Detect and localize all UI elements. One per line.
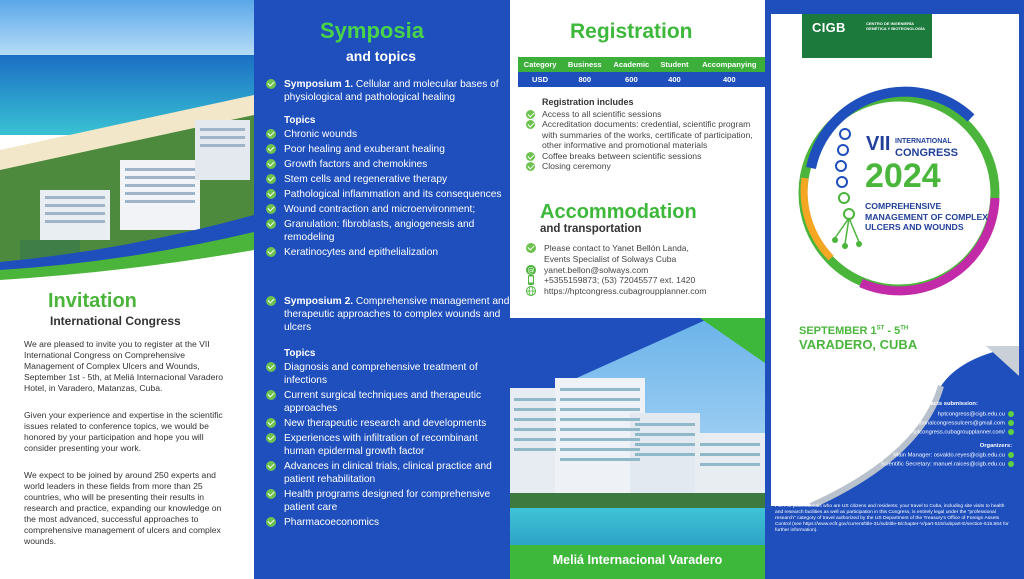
- check-icon: [526, 243, 536, 253]
- email-icon: [526, 265, 536, 275]
- scientific-secretary[interactable]: Scientific Secretary: manuel.raices@cigb.edu.cu: [881, 461, 1014, 468]
- organizers-heading: Organizers:: [979, 443, 1012, 449]
- list-item: Current surgical techniques and therapeutic approaches: [266, 389, 506, 415]
- check-icon: [266, 159, 276, 169]
- contact-person: Please contact to Yanet Bellón Landa, Events Specialist of Solways Cuba: [526, 243, 761, 265]
- table-header: Accompanying: [694, 57, 765, 72]
- check-icon: [266, 489, 276, 499]
- submission-website[interactable]: https://hptcongress.cubagroupplanner.com/: [894, 429, 1014, 436]
- table-cell: 800: [562, 72, 607, 87]
- check-icon: [266, 144, 276, 154]
- hotel-pool-photo: [510, 318, 765, 579]
- symposium-2-label: Symposium 2.: [284, 296, 354, 307]
- submission-email[interactable]: hptcongress@cigb.edu.cu: [938, 411, 1014, 418]
- list-item: Experiences with infiltration of recombinant human epidermal growth factor: [266, 432, 506, 458]
- list-item: Keratinocytes and epithelialization: [266, 246, 506, 259]
- invitation-panel: [0, 0, 254, 579]
- table-header-row: [518, 57, 765, 72]
- symposium-1-label: Symposium 1.: [284, 79, 354, 90]
- dot-icon: [1008, 452, 1014, 458]
- check-icon: [526, 152, 535, 161]
- invitation-paragraph: We expect to be joined by around 250 experts and world leaders in these fields from more than 25 countries, who will be presenting their results in research and practice, expanding our knowledge on the most advanced, successful approaches to comprehensive management of ulcers and complex wounds.: [24, 470, 222, 546]
- table-cell: 400: [694, 72, 765, 87]
- check-icon: [266, 517, 276, 527]
- edition-number: VII: [866, 133, 891, 155]
- check-icon: [266, 433, 276, 443]
- list-item: Granulation: fibroblasts, angiogenesis and remodeling: [266, 218, 506, 244]
- svg-text:@: @: [527, 266, 535, 275]
- accommodation-title: Accommodation: [540, 201, 697, 223]
- symposia-title: Symposia: [320, 18, 424, 43]
- list-item: Wound contraction and microenvironment;: [266, 203, 506, 216]
- cigb-logo-box: [802, 14, 932, 58]
- list-item: Closing ceremony: [526, 161, 758, 171]
- symposium-1-topics: [266, 128, 506, 261]
- symposium-2: [266, 295, 510, 334]
- dot-icon: [1008, 420, 1014, 426]
- check-icon: [526, 110, 535, 119]
- hotel-name-label: Meliá Internacional Varadero: [510, 545, 765, 579]
- table-cell: USD: [518, 72, 562, 87]
- registration-title: Registration: [570, 20, 693, 43]
- topics-heading: Topics: [284, 115, 316, 126]
- congress-location: VARADERO, CUBA: [799, 337, 918, 352]
- table-header: Academic: [607, 57, 655, 72]
- congress-name: COMPREHENSIVE MANAGEMENT OF COMPLEX ULCERS AND WOUNDS: [865, 201, 989, 232]
- dna-helix-icon: [832, 129, 862, 249]
- table-header: Student: [655, 57, 693, 72]
- list-item: Growth factors and chemokines: [266, 158, 506, 171]
- dot-icon: [1008, 411, 1014, 417]
- submission-email-alt[interactable]: internationalcongressulcers@gmail.com: [902, 420, 1014, 427]
- symposium-1-text: Cellular and molecular bases of physiological and pathological healing: [284, 79, 499, 103]
- table-header: Business: [562, 57, 607, 72]
- list-item: Health programs designed for comprehensive patient care: [266, 488, 506, 514]
- check-icon: [266, 247, 276, 257]
- check-icon: [526, 162, 535, 171]
- topics-heading: Topics: [284, 348, 316, 359]
- invitation-subtitle: International Congress: [50, 314, 181, 328]
- travel-note: PS: For professionals who are US citizens and residents: your travel to Cuba, including site visits to health and research facilities as well as participation in this Congress, is entirely legal under the "professional research" category of travel authorized by the US Department of the Treasury's Office of Foreign Assets Control (see https://www.ecfr.gov/current/title-31/subtitle-B/chapter-V/part-515/subpart-E/section-515.564 for further information).: [775, 504, 1009, 533]
- list-item: Chronic wounds: [266, 128, 506, 141]
- dot-icon: [1008, 461, 1014, 467]
- table-header: Category: [518, 57, 562, 72]
- registration-fees-table: [518, 57, 765, 87]
- check-icon: [266, 461, 276, 471]
- list-item: Stem cells and regenerative therapy: [266, 173, 506, 186]
- accommodation-subtitle: and transportation: [540, 223, 642, 235]
- check-icon: [266, 174, 276, 184]
- congress-label: CONGRESS: [895, 147, 958, 159]
- contact-web[interactable]: https://hptcongress.cubagroupplanner.com: [526, 286, 761, 297]
- table-cell: 600: [607, 72, 655, 87]
- cover-panel: [765, 0, 1024, 579]
- phone-icon: [526, 275, 536, 285]
- list-item: Diagnosis and comprehensive treatment of infections: [266, 361, 506, 387]
- check-icon: [266, 204, 276, 214]
- table-cell: 400: [655, 72, 693, 87]
- cigb-logo-caption: CENTRO DE INGENIERÍA GENÉTICA Y BIOTECNOLOGÍA: [866, 21, 926, 31]
- invitation-paragraph: We are pleased to invite you to register at the VII International Congress on Comprehensive Management of Complex Ulcers and Wounds, September 1st - 5th, at Meliá Internacional Varadero Hotel, in Varadero, Matanzas, Cuba.: [24, 339, 224, 393]
- globe-icon: [526, 286, 536, 296]
- congress-year: 2024: [865, 157, 941, 195]
- contact-phone[interactable]: +5355159873; (53) 72045577 ext. 1420: [526, 275, 761, 286]
- invitation-paragraph: Given your experience and expertise in the scientific issues related to conference topics, we would be honored by your participation and hope you will consider presenting your work.: [24, 410, 223, 453]
- main-manager[interactable]: Main Manager: osvaldo.reyes@cigb.edu.cu: [893, 452, 1014, 459]
- resort-beach-photo: [0, 0, 254, 285]
- contact-email[interactable]: @ yanet.bellon@solways.com: [527, 264, 649, 275]
- check-icon: [526, 120, 535, 129]
- symposium-2-topics: [266, 361, 506, 531]
- cigb-logo: CIGB: [812, 20, 846, 35]
- symposia-subtitle: and topics: [346, 48, 417, 64]
- registration-panel: [510, 0, 765, 579]
- check-icon: [266, 362, 276, 372]
- list-item: Access to all scientific sessions: [526, 109, 758, 119]
- check-icon: [266, 390, 276, 400]
- registration-includes-heading: Registration includes: [542, 97, 634, 107]
- list-item: New therapeutic research and developments: [266, 417, 506, 430]
- list-item: Accreditation documents: credential, scientific program with summaries of the works, certificate of participation, other informative and promotional materials: [526, 119, 758, 150]
- check-icon: [266, 219, 276, 229]
- symposium-1: [266, 78, 510, 104]
- list-item: Pathological inflammation and its consequences: [266, 188, 506, 201]
- list-item: Pharmacoeconomics: [266, 516, 506, 529]
- submission-heading: Registration and abstracts submission:: [869, 401, 978, 407]
- contact-list: [526, 243, 761, 297]
- list-item: Poor healing and exuberant healing: [266, 143, 506, 156]
- check-icon: [266, 418, 276, 428]
- check-icon: [266, 296, 276, 306]
- registration-includes-list: [526, 109, 758, 171]
- check-icon: [266, 189, 276, 199]
- congress-dates: SEPTEMBER 1ST - 5TH: [799, 325, 909, 337]
- table-row: [518, 72, 765, 87]
- check-icon: [266, 79, 276, 89]
- check-icon: [266, 129, 276, 139]
- international-label: INTERNATIONAL: [895, 138, 952, 145]
- dot-icon: [1008, 429, 1014, 435]
- list-item: Coffee breaks between scientific sessions: [526, 151, 758, 161]
- list-item: Advances in clinical trials, clinical practice and patient rehabilitation: [266, 460, 506, 486]
- symposia-panel: [254, 0, 510, 579]
- invitation-title: Invitation: [48, 290, 137, 312]
- symposium-2-text: Comprehensive management and therapeutic approaches to complex wounds and ulcers: [284, 296, 510, 333]
